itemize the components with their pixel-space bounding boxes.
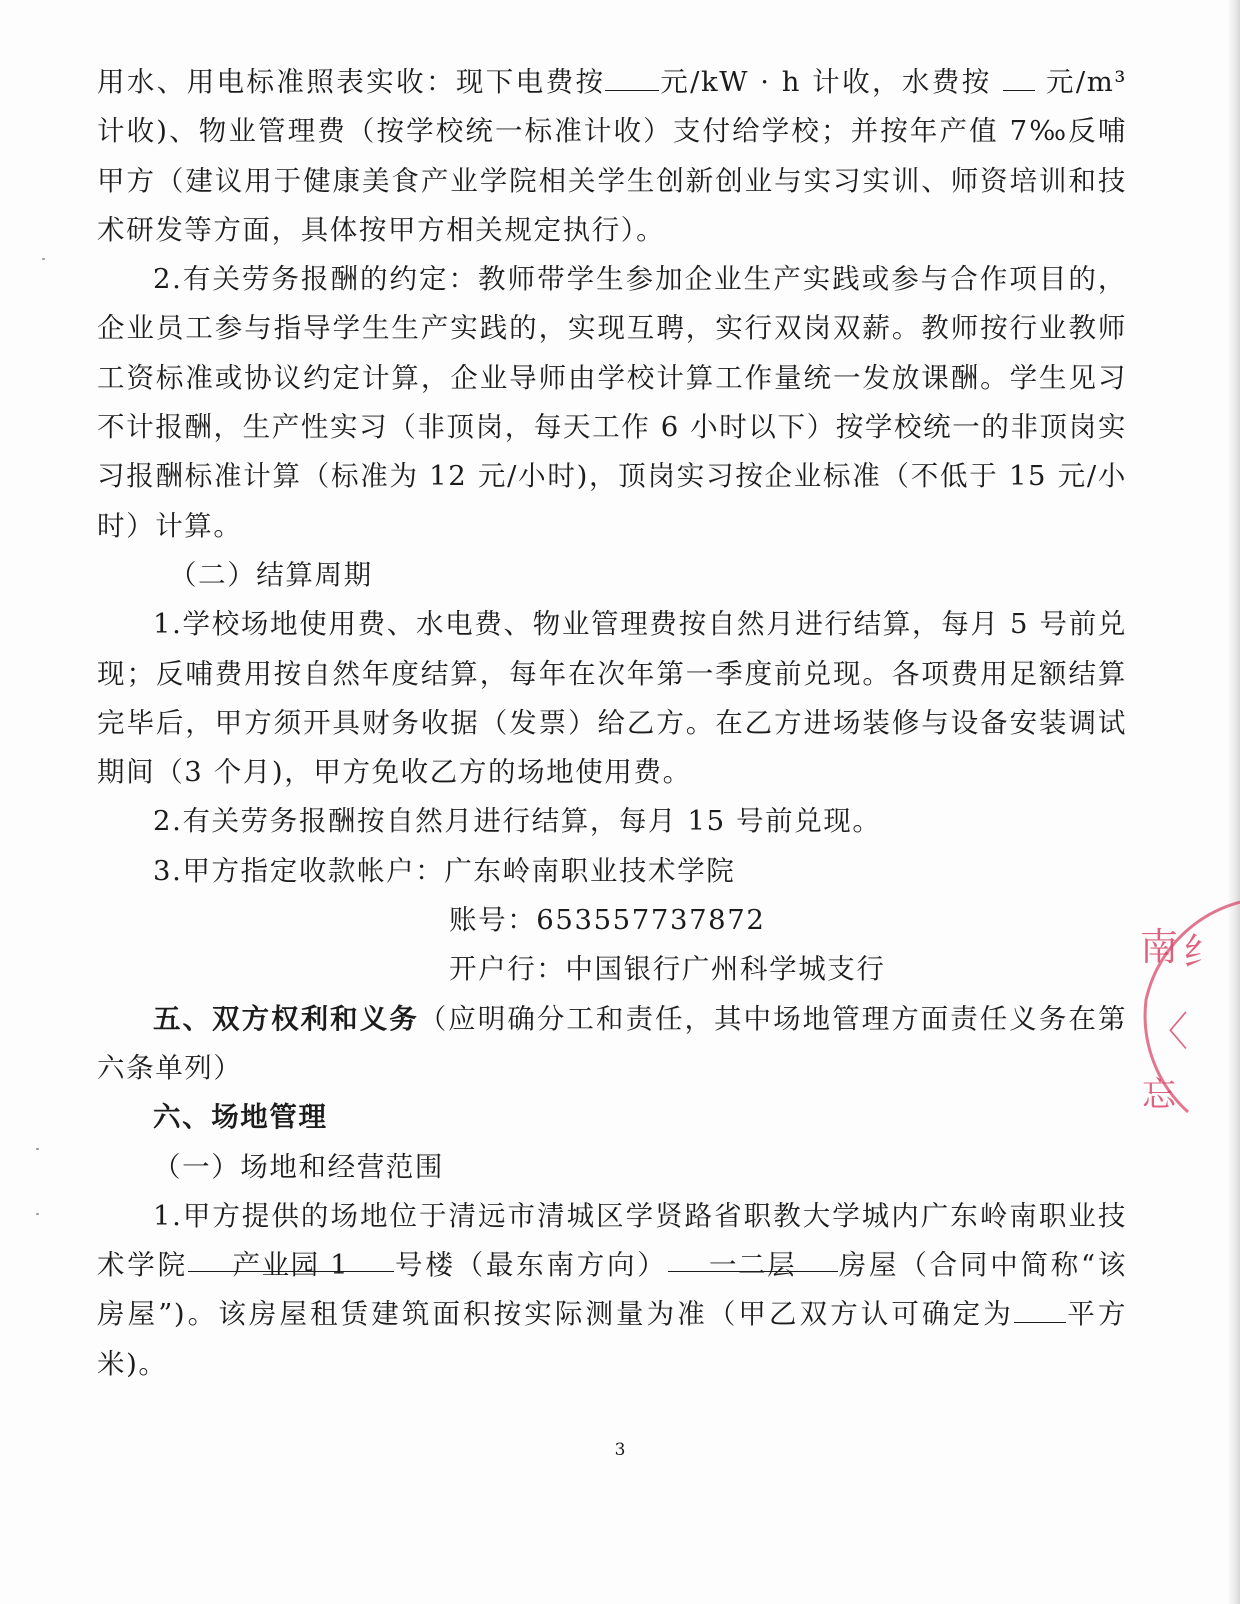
scan-speck	[36, 1148, 39, 1150]
paragraph-site-location	[97, 1192, 1127, 1389]
blank-electric-rate	[605, 60, 659, 91]
paragraph-labor-pay: 2.有关劳务报酬的约定：教师带学生参加企业生产实践或参与合作项目的，企业员工参与指导学生生产实践的，实现互聘，实行双岗双薪。教师按行业教师工资标准或协议约定计算，企业导师由学校计算工作量统一发放课酬。学生见习不计报酬，生产性实习（非顶岗，每天工作 6 小时以下）按学校统一的非顶岗实习报酬标准计算（标准为 12 元/小时)，顶岗实习按企业标准（不低于 15 元/小时）计算。	[97, 263, 1127, 542]
section-5	[97, 995, 1127, 1094]
bank-name: 开户行：中国银行广州科学城支行	[449, 953, 886, 986]
text-site-start: 1.甲方提供的场地位于清远市清城区学贤路省职教大学城内广东岭南职业技术学院	[97, 1199, 1127, 1282]
text-fees-rest: 计收)、物业管理费（按学校统一标准计收）支付给学校；并按年产值 7‰反哺甲方（建议用于健康美食产业学院相关学生创新创业与实习实训、师资培训和技术研发等方面，具体按甲方相关规定执行）。	[97, 115, 1127, 246]
document-body	[97, 58, 1127, 1389]
blank-square-meters	[1014, 1292, 1066, 1323]
seal-char-4: 忘	[1142, 1075, 1176, 1115]
text-site-area: 房屋（合同中简称“该房屋”)。该房屋租赁建筑面积按实际测量为准（甲乙双方认可确定为	[97, 1249, 1127, 1331]
paragraph-fees	[97, 58, 1127, 255]
seal-char-2: 纟	[1183, 930, 1222, 974]
seal-stamp-graphic	[1128, 880, 1240, 1140]
section-6-title: 六、场地管理	[153, 1101, 328, 1134]
seal-char-1: 南	[1140, 925, 1179, 969]
section-5-note: （应明确分工和责任，其中场地管理方面责任义务在第六条单列）	[97, 1002, 1127, 1084]
text-site-end: 平方米)。	[97, 1298, 1127, 1380]
section-5-title: 五、双方权利和义务	[153, 1002, 419, 1035]
text-fees-water-unit: 元/m³	[1045, 66, 1128, 98]
heading-settlement-cycle: （二）结算周期	[169, 558, 373, 591]
blank-floors: 一二层	[668, 1241, 838, 1272]
heading-site-scope: （一）场地和经营范围	[153, 1150, 444, 1183]
paragraph-settlement-2: 2.有关劳务报酬按自然月进行结算，每月 15 号前兑现。	[153, 805, 882, 838]
seal-char-3: 〈	[1148, 1009, 1188, 1055]
page-edge-shadow	[1226, 0, 1240, 1604]
blank-building: 产业园 1	[188, 1241, 394, 1272]
account-number: 账号：653557737872	[449, 904, 766, 937]
paragraph-settlement-1: 1.学校场地使用费、水电费、物业管理费按自然月进行结算，每月 5 号前兑现；反哺费用按自然年度结算，每年在次年第一季度前兑现。各项费用足额结算完毕后，甲方须开具财务收据（发票）给乙方。在乙方进场装修与设备安装调试期间（3 个月)，甲方免收乙方的场地使用费。	[97, 608, 1127, 789]
text-site-building: 号楼（最东南方向）	[393, 1249, 668, 1282]
text-fees-start: 用水、用电标准照表实收：现下电费按	[97, 66, 606, 98]
scan-speck	[36, 1213, 39, 1215]
paragraph-settlement-3: 3.甲方指定收款帐户：广东岭南职业技术学院	[153, 854, 736, 887]
text-fees-electric-unit: 元/kW · h 计收，水费按	[659, 66, 992, 98]
page-number: 3	[614, 1440, 626, 1460]
scan-speck	[42, 258, 45, 260]
partial-seal-stamp	[1128, 880, 1240, 1140]
blank-water-rate	[1003, 60, 1035, 91]
